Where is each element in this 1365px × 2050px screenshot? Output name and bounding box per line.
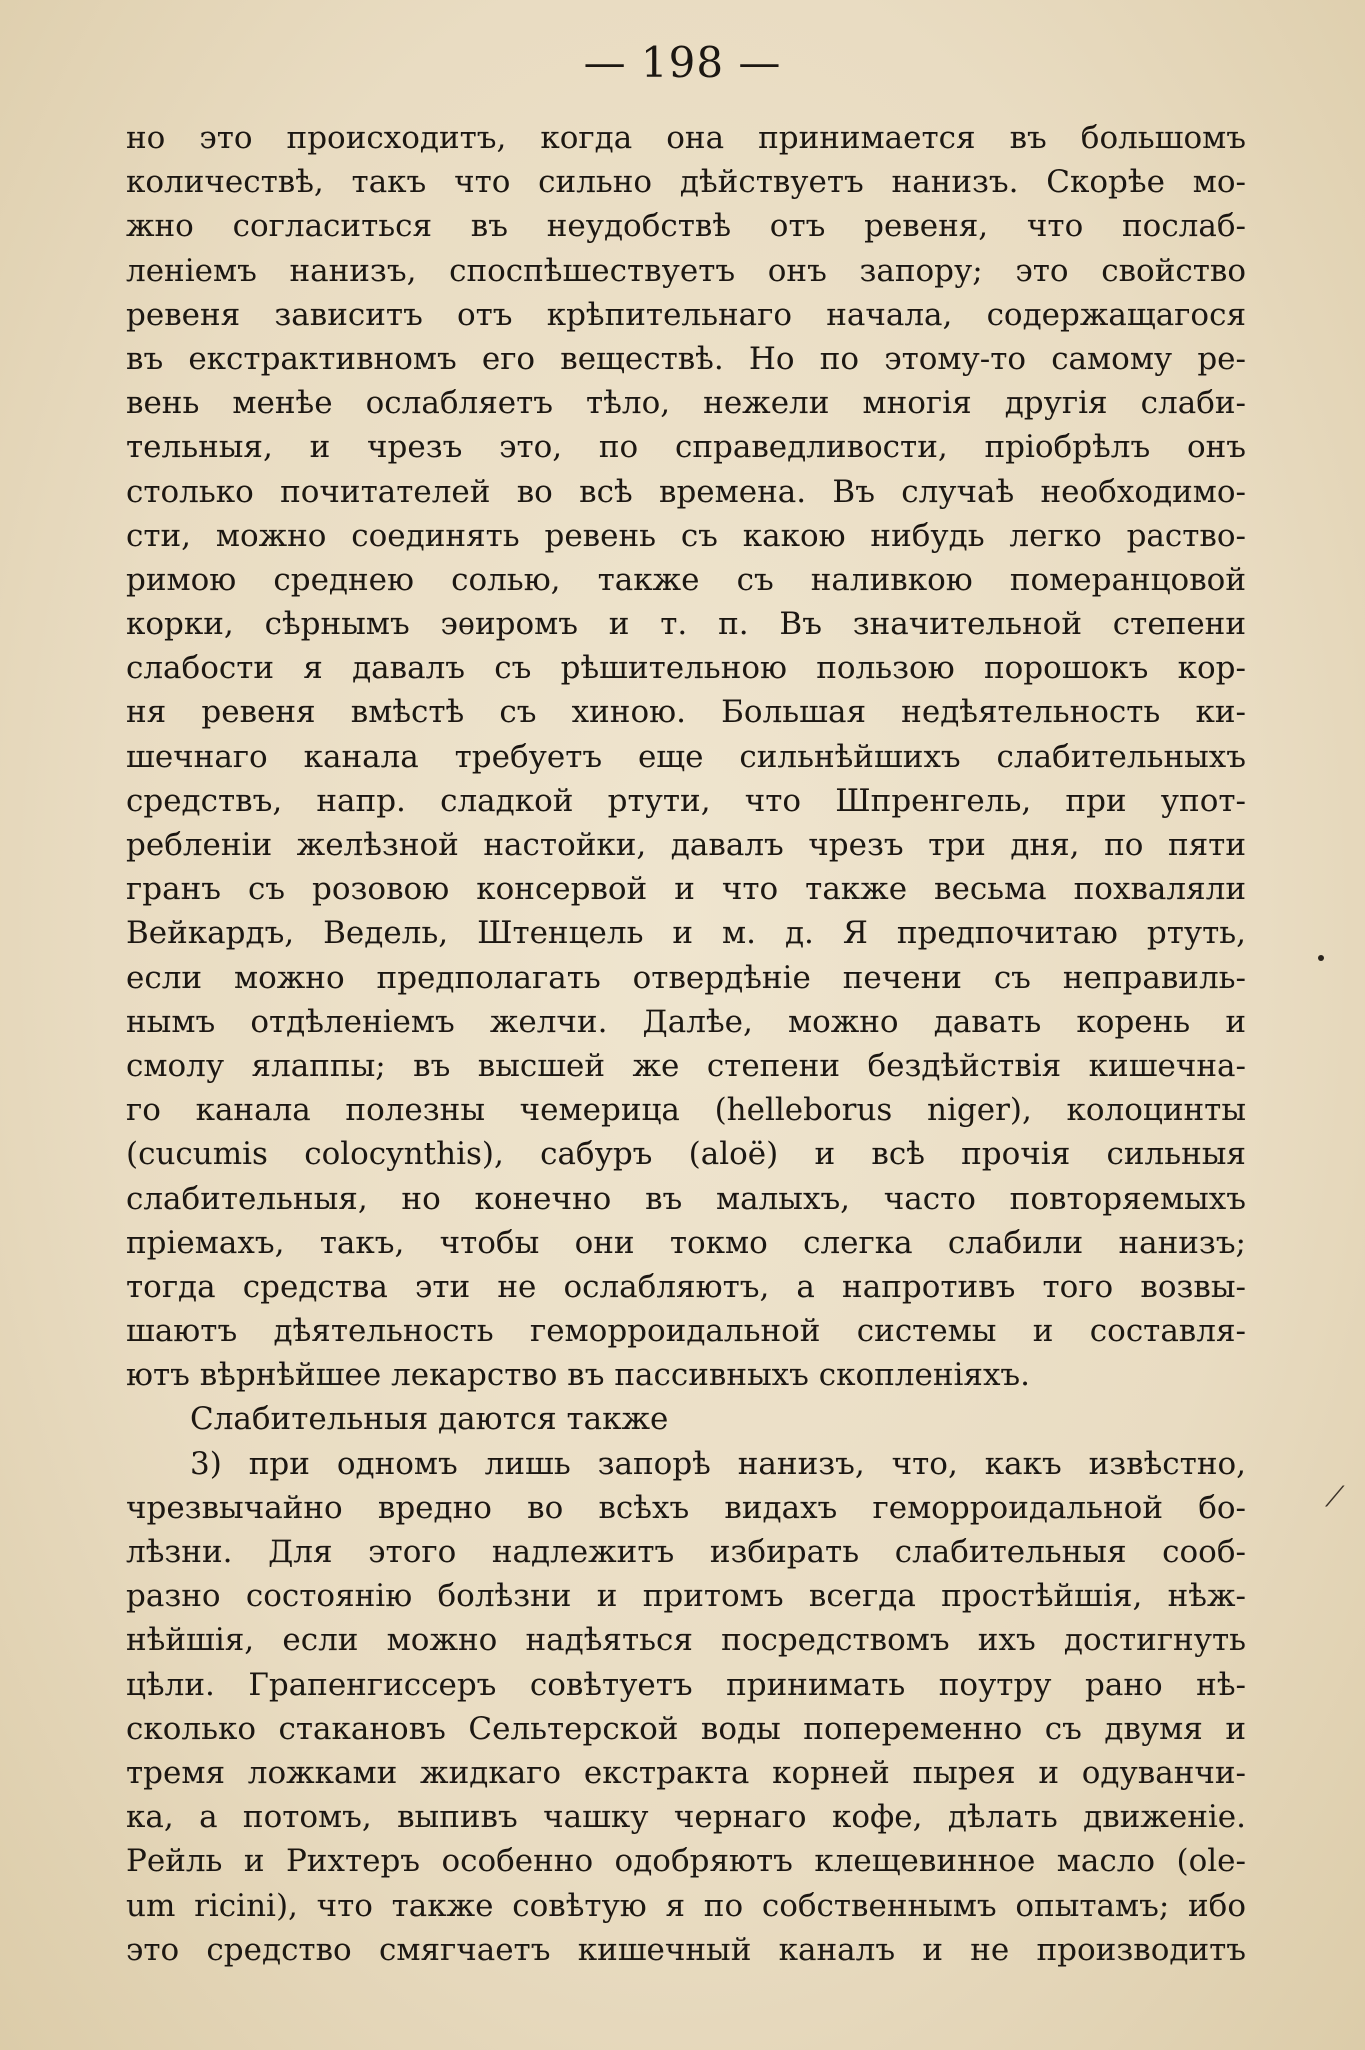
margin-mark: ⟋ xyxy=(1325,1480,1345,1513)
text-line: шечнаго канала требуетъ еще сильнѣйшихъ слабительныхъ xyxy=(126,738,1246,775)
text-line: нымъ отдѣленіемъ желчи. Далѣе, можно давать корень и xyxy=(126,1003,1246,1040)
page-number: — 198 — xyxy=(583,38,782,87)
text-line: леніемъ нанизъ, споспѣшествуетъ онъ запору; это свойство xyxy=(126,252,1246,289)
text-line: цѣли. Грапенгиссеръ совѣтуетъ принимать поутру рано нѣ- xyxy=(126,1666,1246,1703)
text-line: ребленіи желѣзной настойки, давалъ чрезъ три дня, по пяти xyxy=(126,827,1246,863)
ink-speck xyxy=(1318,955,1324,961)
text-line: тельныя, и чрезъ это, по справедливости, пріобрѣлъ онъ xyxy=(126,429,1246,466)
text-line: ревеня зависитъ отъ крѣпительнаго начала, содержащагося xyxy=(126,296,1246,333)
text-line: пріемахъ, такъ, чтобы они токмо слегка слабили нанизъ; xyxy=(126,1224,1246,1261)
text-line: смолу ялаппы; въ высшей же степени бездѣйствія кишечна- xyxy=(126,1047,1246,1084)
text-line: корки, сѣрнымъ эѳиромъ и т. п. Въ значительной степени xyxy=(126,606,1246,643)
text-line: 3) при одномъ лишь запорѣ нанизъ, что, какъ извѣстно, xyxy=(190,1445,1246,1482)
text-line: римою среднею солью, также съ наливкою померанцовой xyxy=(126,561,1246,598)
text-line: ютъ вѣрнѣйшее лекарство въ пассивныхъ скопленіяхъ. xyxy=(126,1357,1031,1394)
text-line: разно состоянію болѣзни и притомъ всегда простѣйшія, нѣж- xyxy=(126,1578,1246,1615)
text-line: жно согласиться въ неудобствѣ отъ ревеня, что послаб- xyxy=(126,208,1246,245)
text-line: въ екстрактивномъ его веществѣ. Но по этому-то самому ре- xyxy=(126,340,1246,377)
page-body-text xyxy=(126,116,1246,1972)
text-line: ня ревеня вмѣстѣ съ хиною. Большая недѣятельность ки- xyxy=(126,694,1246,731)
text-line: тогда средства эти не ослабляютъ, а напротивъ того возвы- xyxy=(126,1268,1246,1305)
text-line: гранъ съ розовою консервой и что также весьма похваляли xyxy=(126,871,1246,908)
text-line: столько почитателей во всѣ времена. Въ случаѣ необходимо- xyxy=(126,473,1246,510)
text-line: если можно предполагать отвердѣніе печени съ неправиль- xyxy=(126,959,1246,996)
text-line: средствъ, напр. сладкой ртути, что Шпренгель, при упот- xyxy=(126,782,1246,819)
text-line: Вейкардъ, Ведель, Штенцель и м. д. Я предпочитаю ртуть, xyxy=(126,915,1246,952)
text-line: это средство смягчаетъ кишечный каналъ и не производитъ xyxy=(126,1931,1246,1968)
text-line: сколько стакановъ Сельтерской воды попеременно съ двумя и xyxy=(126,1710,1246,1747)
text-line: (cucumis colocynthis), сабуръ (aloë) и всѣ прочія сильныя xyxy=(126,1136,1246,1173)
text-line: лѣзни. Для этого надлежитъ избирать слабительныя сооб- xyxy=(126,1534,1246,1570)
text-line: но это происходитъ, когда она принимается въ большомъ xyxy=(126,120,1246,156)
text-line: чрезвычайно вредно во всѣхъ видахъ геморроидальной бо- xyxy=(126,1489,1246,1526)
text-line: слабительныя, но конечно въ малыхъ, часто повторяемыхъ xyxy=(126,1180,1246,1217)
text-line: вень менѣе ослабляетъ тѣло, нежели многія другія слаби- xyxy=(126,385,1246,422)
text-line: слабости я давалъ съ рѣшительною пользою порошокъ кор- xyxy=(126,650,1246,687)
text-line: го канала полезны чемерица (helleborus niger), колоцинты xyxy=(126,1092,1246,1129)
text-line: тремя ложками жидкаго екстракта корней пырея и одуванчи- xyxy=(126,1754,1246,1791)
text-line: ка, а потомъ, выпивъ чашку чернаго кофе, дѣлать движеніе. xyxy=(126,1799,1246,1836)
text-line: нѣйшія, если можно надѣяться посредствомъ ихъ достигнуть xyxy=(126,1622,1246,1659)
text-line: шаютъ дѣятельность геморроидальной системы и составля- xyxy=(126,1313,1246,1350)
text-line: количествѣ, такъ что сильно дѣйствуетъ нанизъ. Скорѣе мо- xyxy=(126,164,1246,201)
text-line: um ricini), что также совѣтую я по собственнымъ опытамъ; ибо xyxy=(126,1887,1246,1924)
text-line: Слабительныя даются также xyxy=(190,1401,669,1438)
text-line: Рейль и Рихтеръ особенно одобряютъ клещевинное масло (ole- xyxy=(126,1843,1246,1880)
text-line: сти, можно соединять ревень съ какою нибудь легко раство- xyxy=(126,517,1246,554)
